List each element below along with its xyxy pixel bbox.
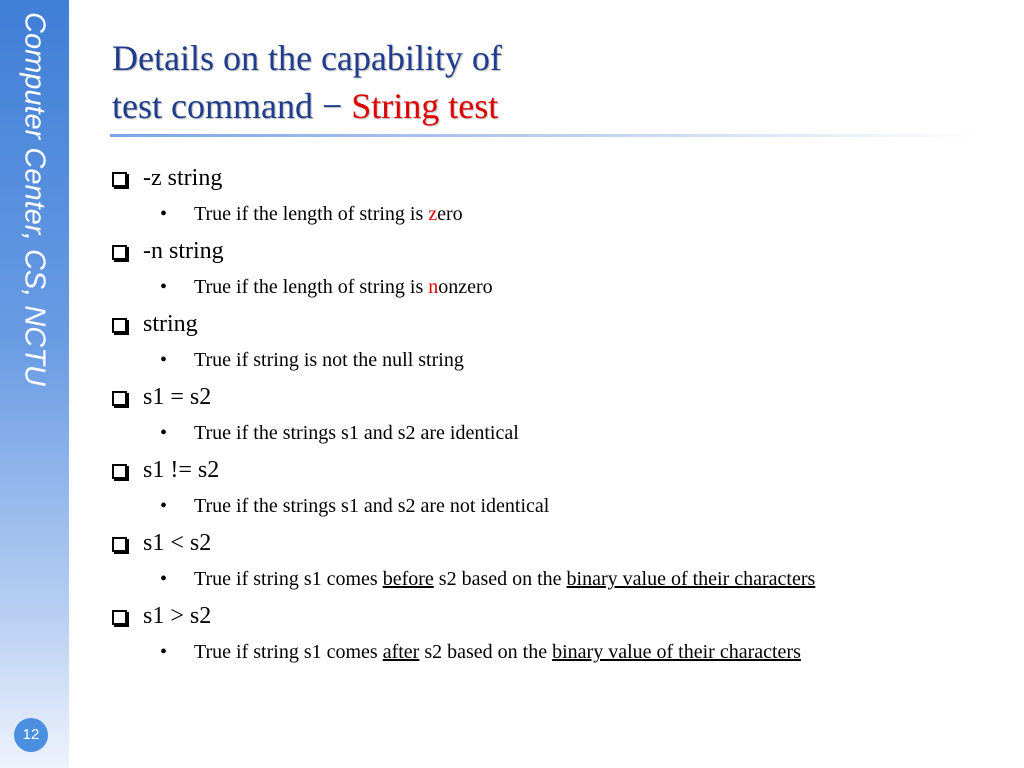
sub-item-not-equal: [112, 488, 815, 525]
sidebar: [0, 0, 69, 768]
checkbox-bullet-icon: [112, 172, 127, 187]
checkbox-bullet-icon: [112, 391, 127, 406]
sub-text-post: ero: [437, 203, 463, 225]
sub-text-underline-1: after: [382, 641, 420, 663]
title-dash: −: [321, 86, 343, 126]
item-label: -n string: [143, 237, 224, 264]
sidebar-org-text: Computer Center, CS, NCTU: [18, 12, 51, 386]
sub-text-mid: s2 based on the: [433, 568, 567, 590]
sub-item-string: [112, 342, 815, 379]
sub-text-pre: True if the length of string is: [194, 203, 429, 225]
title-highlight: String test: [351, 86, 499, 126]
sub-text-pre: True if string s1 comes: [194, 641, 383, 663]
title-line-1: Details on the capability of: [112, 38, 502, 78]
bullet-icon: •: [160, 568, 168, 590]
title-line-2: [112, 82, 502, 130]
list-item-equal: [112, 379, 815, 415]
sub-item-greater-than: [112, 634, 815, 671]
sub-text-pre: True if the length of string is: [194, 276, 429, 298]
item-label: s1 != s2: [143, 456, 220, 483]
checkbox-bullet-icon: [112, 464, 127, 479]
item-label: s1 = s2: [143, 383, 212, 410]
checkbox-bullet-icon: [112, 245, 127, 260]
item-label: -z string: [143, 164, 223, 191]
sub-item-equal: [112, 415, 815, 452]
list-item-not-equal: [112, 452, 815, 488]
bullet-icon: •: [160, 422, 168, 444]
bullet-list: [112, 160, 815, 671]
sub-text-highlight: n: [428, 276, 439, 298]
sub-text-underline-1: before: [382, 568, 434, 590]
sub-text: True if the strings s1 and s2 are not identical: [194, 495, 550, 517]
list-item-n: [112, 233, 815, 269]
sub-text: True if the strings s1 and s2 are identical: [194, 422, 519, 444]
item-label: s1 > s2: [143, 602, 212, 629]
sub-text-mid: s2 based on the: [419, 641, 553, 663]
list-item-greater-than: [112, 598, 815, 634]
page-number-badge: 12: [14, 718, 48, 752]
bullet-icon: •: [160, 203, 168, 225]
list-item-less-than: [112, 525, 815, 561]
item-label: string: [143, 310, 198, 337]
sub-item-z: [112, 196, 815, 233]
sub-text-underline-2: binary value of their characters: [552, 641, 801, 663]
title-divider: [110, 134, 980, 137]
sub-text-post: onzero: [438, 276, 493, 298]
list-item-string: [112, 306, 815, 342]
checkbox-bullet-icon: [112, 318, 127, 333]
sub-text-highlight: z: [428, 203, 438, 225]
bullet-icon: •: [160, 495, 168, 517]
slide-title: [112, 34, 502, 130]
checkbox-bullet-icon: [112, 537, 127, 552]
bullet-icon: •: [160, 641, 168, 663]
sub-item-less-than: [112, 561, 815, 598]
sub-text: True if string is not the null string: [194, 349, 464, 371]
sub-text-underline-2: binary value of their characters: [566, 568, 816, 590]
sub-text-pre: True if string s1 comes: [194, 568, 383, 590]
bullet-icon: •: [160, 276, 168, 298]
checkbox-bullet-icon: [112, 610, 127, 625]
sub-item-n: [112, 269, 815, 306]
bullet-icon: •: [160, 349, 168, 371]
list-item-z: [112, 160, 815, 196]
title-prefix: test command: [112, 86, 313, 126]
item-label: s1 < s2: [143, 529, 212, 556]
